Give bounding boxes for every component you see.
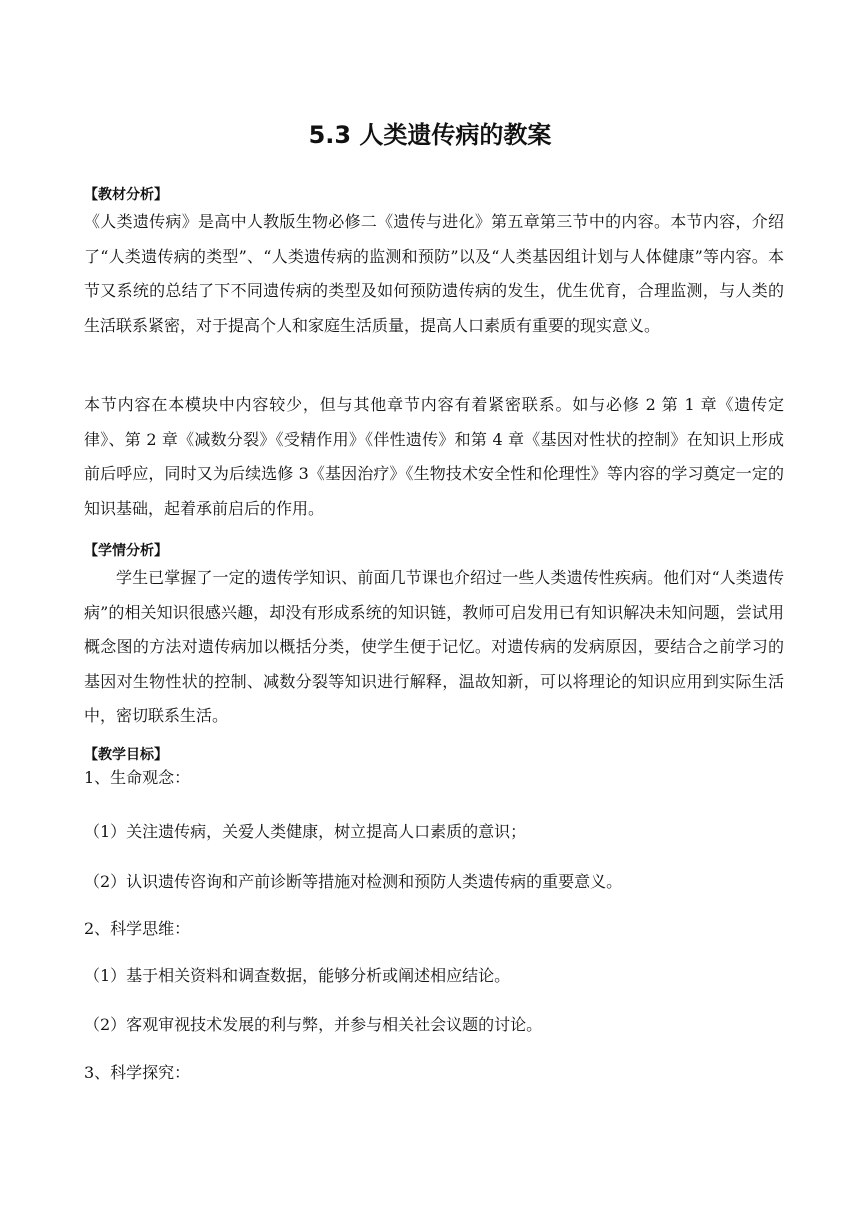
goal-item-scientific-inquiry: 3、科学探究： bbox=[84, 1063, 191, 1082]
page-title: 5.3 人类遗传病的教案 bbox=[308, 121, 552, 149]
goal-subitem-2-2: （2）客观审视技术发展的利与弊，并参与相关社会议题的讨论。 bbox=[84, 1015, 543, 1034]
goal-item-life-concept: 1、生命观念： bbox=[84, 768, 191, 787]
materials-paragraph-1: 《人类遗传病》是高中人教版生物必修二《遗传与进化》第五章第三节中的内容。本节内容，介绍了“人类遗传病的类型”、“人类遗传病的监测和预防”以及“人类基因组计划与人体健康”等内容。本节又系统的总结了下不同遗传病的类型及如何预防遗传病的发生，优生优育，合理监测，与人类的生活联系紧密，对于提高个人和家庭生活质量，提高人口素质有重要的现实意义。 bbox=[84, 212, 784, 335]
materials-paragraph-2: 本节内容在本模块中内容较少，但与其他章节内容有着紧密联系。如与必修 2 第 1 章《遗传定律》、第 2 章《减数分裂》《受精作用》《伴性遗传》和第 4 章《基因对性状的控制》在知识上形成前后呼应，同时又为后续选修 3《基因治疗》《生物技术安全性和伦理性》等内容的学习奠定一定的知识基础，起着承前启后的作用。 bbox=[84, 395, 784, 518]
goal-subitem-2-1: （1）基于相关资料和调查数据，能够分析或阐述相应结论。 bbox=[84, 966, 511, 985]
goal-subitem-1-1: （1）关注遗传病，关爱人类健康，树立提高人口素质的意识； bbox=[84, 822, 527, 841]
goal-item-scientific-thinking: 2、科学思维： bbox=[84, 919, 191, 938]
materials-heading: 【教材分析】 bbox=[84, 187, 168, 203]
goal-subitem-1-2: （2）认识遗传咨询和产前诊断等措施对检测和预防人类遗传病的重要意义。 bbox=[84, 872, 623, 891]
students-paragraph: 学生已掌握了一定的遗传学知识、前面几节课也介绍过一些人类遗传性疾病。他们对“人类遗传病”的相关知识很感兴趣，却没有形成系统的知识链，教师可启发用已有知识解决未知问题，尝试用概念图的方法对遗传病加以概括分类，使学生便于记忆。对遗传病的发病原因，要结合之前学习的基因对生物性状的控制、减数分裂等知识进行解释，温故知新，可以将理论的知识应用到实际生活中，密切联系生活。 bbox=[84, 568, 784, 725]
students-heading: 【学情分析】 bbox=[84, 543, 168, 559]
goals-heading: 【教学目标】 bbox=[84, 747, 168, 763]
